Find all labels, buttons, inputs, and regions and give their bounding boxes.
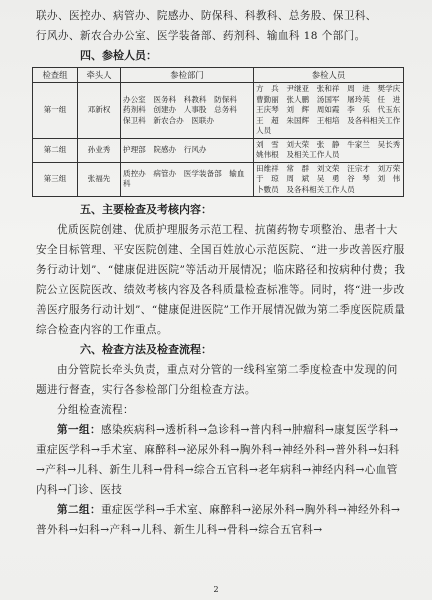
team-2-label: 第二组：: [57, 504, 101, 516]
section-6-body: 由分管院长牵头负责，重点对分管的一线科室第二季度检查中发现的问题进行督查，实行各参检部门分组检查方法。: [36, 364, 398, 396]
team-2-route-paragraph: [36, 500, 406, 540]
table-header-row: [33, 68, 404, 83]
row-departments: 质控办 病管办 医学装备部 输血科: [121, 162, 254, 197]
section-5-body: 优质医院创建、优质护理服务示范工程、抗菌药物专项整治、患者十大安全目标管理、平安医院创建、全国百姓放心示范医院、“进一步改善医疗服务行动计划”、“健康促进医院”等活动开展情况；临床路径和按病种付费；我院公立医院医改、绩效考核内容及各科质量检查标准等。同时，将“进一步改善医疗服务行动计划”、“健康促进医院”工作开展情况做为第二季度医院质量综合检查内容的工作重点。: [36, 224, 406, 336]
team-1-route: 感染疾病科→透析科→急诊科→普内科→肿瘤科→康复医学科→重症医学科→手术室、麻醉科→泌尿外科→胸外科→神经外科→普外科→妇科→产科→儿科、新生儿科→骨科→综合五官科→老年病科→神经内科→心血管内科→门诊、医技: [36, 424, 400, 496]
intro-line-1: 联办、医控办、病管办、院感办、防保科、科教科、总务股、保卫科、: [36, 10, 377, 22]
page-number: 2: [213, 585, 219, 594]
header-staff: 参检人员: [254, 68, 404, 83]
row-group: 第一组: [33, 83, 78, 139]
row-staff: 田维祥 常 群 刘文荣 汪宗才 刘万荣 于 琼 周 斌 吴 勇 谷 琴 刘 伟 卜數员 及各科相关工作人员: [254, 162, 404, 197]
team-1-route-paragraph: [36, 420, 406, 500]
table-row: [33, 83, 404, 139]
section-4-heading: 四、参检人员：: [80, 49, 157, 62]
row-group: 第二组: [33, 138, 78, 162]
row-staff: 方 兵 尹继亚 张和祥 周 进 樊学庆 曹勤丽 张人鹏 汤国军 屠玲英 任 进 王庆琴 刘 辉 周如霞 李 乐 代玉东 王 超 朱国辉 王相培 及各科相关工作人员: [254, 83, 404, 139]
row-departments: 护理部 院感办 行风办: [121, 138, 254, 162]
section-6-heading: 六、检查方法及检查流程：: [80, 343, 212, 356]
row-departments: 办公室 医务科 科教科 防保科 药剂科 创建办 人事股 总务科 保卫科 新农合办 医联办: [121, 83, 254, 139]
header-group: 检查组: [33, 68, 78, 83]
row-leader: 张福先: [78, 162, 121, 197]
table-row: [33, 162, 404, 197]
intro-line-2: 行风办、新农合办公室、医学装备部、药剂科、输血科 18 个部门。: [36, 30, 366, 42]
header-leader: 牵头人: [78, 68, 121, 83]
table-row: [33, 138, 404, 162]
row-group: 第三组: [33, 162, 78, 197]
team-2-route: 重症医学科→手术室、麻醉科→泌尿外科→胸外科→神经外科→普外科→妇科→产科→儿科、新生儿科→骨科→综合五官科→: [36, 504, 401, 536]
team-1-label: 第一组：: [57, 424, 101, 436]
inspection-team-table: [32, 67, 408, 197]
flow-label: 分组检查流程：: [57, 404, 134, 416]
section-5-heading: 五、主要检查及考核内容：: [80, 203, 212, 216]
header-departments: 参检部门: [121, 68, 254, 83]
row-leader: 孙业秀: [78, 138, 121, 162]
row-staff: 刘 雪 刘大荣 张 静 牛家兰 吴长秀 姚伟根 及相关工作人员: [254, 138, 404, 162]
row-leader: 邓新权: [78, 83, 121, 139]
